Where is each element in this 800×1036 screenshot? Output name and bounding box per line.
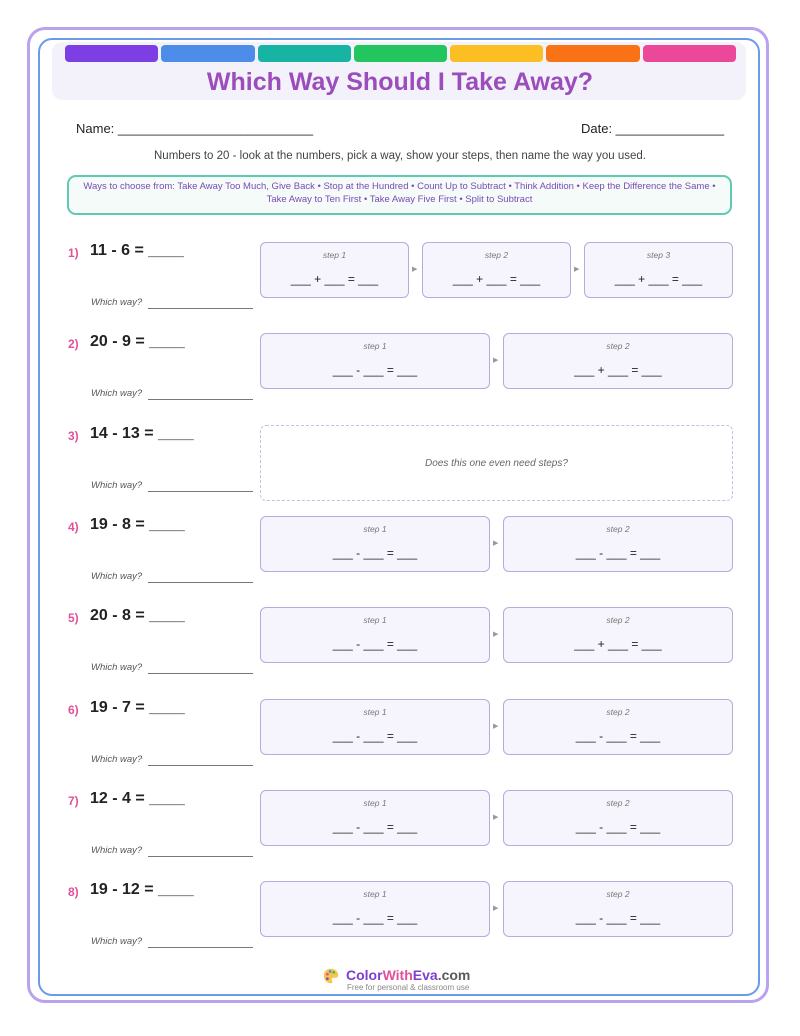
which-way-label: Which way? — [91, 754, 143, 765]
problem-expression: 19 - 8 = ____ — [90, 516, 185, 533]
step-box[interactable] — [503, 790, 733, 846]
which-way-answer-line[interactable] — [148, 947, 253, 948]
step-box[interactable] — [260, 881, 490, 937]
step-equation[interactable]: ___ - ___ = ___ — [332, 820, 418, 834]
which-way-label: Which way? — [91, 571, 143, 582]
problem-number: 8) — [68, 885, 79, 899]
brand-part-eva: Eva — [412, 967, 438, 983]
problem-row — [0, 333, 800, 403]
step-box[interactable] — [503, 881, 733, 937]
step-equation[interactable]: ___ - ___ = ___ — [575, 911, 661, 925]
step-box[interactable] — [584, 242, 733, 298]
step-label: step 2 — [606, 707, 630, 717]
arrow-right-icon: ▶ — [493, 540, 499, 547]
which-way-answer-line[interactable] — [148, 582, 253, 583]
problem-number: 7) — [68, 794, 79, 808]
step-label: step 2 — [606, 524, 630, 534]
step-equation[interactable]: ___ - ___ = ___ — [332, 546, 418, 560]
problem-row — [0, 425, 800, 495]
problem-expression: 11 - 6 = ____ — [90, 242, 184, 259]
step-box[interactable] — [260, 516, 490, 572]
step-label: step 2 — [606, 615, 630, 625]
rainbow-stripe — [65, 45, 736, 62]
step-label: step 2 — [606, 798, 630, 808]
step-equation[interactable]: ___ - ___ = ___ — [575, 729, 661, 743]
step-box[interactable] — [260, 607, 490, 663]
problem-row — [0, 516, 800, 586]
step-box[interactable] — [260, 699, 490, 755]
step-equation[interactable]: ___ - ___ = ___ — [332, 363, 418, 377]
which-way-answer-line[interactable] — [148, 308, 253, 309]
step-label: step 1 — [363, 798, 387, 808]
arrow-right-icon: ▶ — [493, 723, 499, 730]
brand-part-with: With — [382, 967, 413, 983]
step-label: step 1 — [322, 250, 347, 260]
problem-number: 1) — [68, 246, 79, 260]
step-equation[interactable]: ___ - ___ = ___ — [575, 820, 661, 834]
rainbow-segment — [643, 45, 736, 62]
step-box[interactable] — [422, 242, 571, 298]
brand-logo-text[interactable] — [346, 967, 470, 983]
problem-number: 2) — [68, 337, 79, 351]
which-way-label: Which way? — [91, 388, 143, 399]
rainbow-segment — [354, 45, 447, 62]
step-box[interactable] — [503, 699, 733, 755]
ways-to-choose-box: Ways to choose from: Take Away Too Much, Give Back • Stop at the Hundred • Count Up to Subtract • Think Addition • Keep the Difference the Same • Take Away to Ten First • Take Away Five First • Split to Subtract — [67, 175, 732, 215]
arrow-right-icon: ▶ — [493, 814, 499, 821]
problem-row — [0, 881, 800, 951]
problem-row — [0, 790, 800, 860]
step-label: step 2 — [484, 250, 509, 260]
rainbow-segment — [258, 45, 351, 62]
problem-expression: 12 - 4 = ____ — [90, 790, 185, 807]
rainbow-segment — [65, 45, 158, 62]
problem-expression: 14 - 13 = ____ — [90, 425, 194, 442]
step-box[interactable] — [260, 790, 490, 846]
footer-tagline: Free for personal & classroom use — [347, 983, 470, 992]
step-label: step 2 — [606, 341, 630, 351]
rainbow-segment — [546, 45, 639, 62]
step-label: step 1 — [363, 615, 387, 625]
which-way-answer-line[interactable] — [148, 765, 253, 766]
step-box[interactable] — [260, 333, 490, 389]
date-field[interactable]: Date: _______________ — [581, 121, 725, 136]
step-label: step 1 — [363, 341, 387, 351]
which-way-answer-line[interactable] — [148, 673, 253, 674]
rainbow-segment — [161, 45, 254, 62]
step-label: step 1 — [363, 707, 387, 717]
no-steps-box[interactable] — [260, 425, 733, 501]
page-title: Which Way Should I Take Away? — [206, 68, 594, 96]
problem-row — [0, 607, 800, 677]
no-steps-text: Does this one even need steps? — [425, 458, 568, 469]
instructions: Numbers to 20 - look at the numbers, pick a way, show your steps, then name the way you used. — [154, 150, 646, 162]
step-equation[interactable]: ___ + ___ = ___ — [452, 272, 541, 286]
brand-part-color: Color — [346, 967, 383, 983]
problem-expression: 20 - 9 = ____ — [90, 333, 185, 350]
step-equation[interactable]: ___ + ___ = ___ — [574, 637, 662, 651]
brand-part-com: .com — [437, 967, 471, 983]
problem-number: 3) — [68, 429, 79, 443]
name-field[interactable]: Name: ___________________________ — [76, 121, 314, 136]
arrow-right-icon: ▶ — [412, 266, 418, 273]
which-way-label: Which way? — [91, 845, 143, 856]
problem-expression: 19 - 12 = ____ — [90, 881, 194, 898]
step-label: step 1 — [363, 524, 387, 534]
step-equation[interactable]: ___ + ___ = ___ — [574, 363, 662, 377]
rainbow-segment — [450, 45, 543, 62]
problem-number: 4) — [68, 520, 79, 534]
which-way-label: Which way? — [91, 936, 143, 947]
palette-icon — [322, 967, 340, 985]
step-box[interactable] — [260, 242, 409, 298]
step-equation[interactable]: ___ - ___ = ___ — [332, 637, 418, 651]
arrow-right-icon: ▶ — [574, 266, 580, 273]
problem-row — [0, 242, 800, 312]
which-way-answer-line[interactable] — [148, 399, 253, 400]
step-box[interactable] — [503, 516, 733, 572]
which-way-label: Which way? — [91, 480, 143, 491]
problem-row — [0, 699, 800, 769]
step-box[interactable] — [503, 607, 733, 663]
which-way-label: Which way? — [91, 297, 143, 308]
which-way-label: Which way? — [91, 662, 143, 673]
problem-number: 6) — [68, 703, 79, 717]
problem-number: 5) — [68, 611, 79, 625]
step-label: step 3 — [646, 250, 671, 260]
step-label: step 2 — [606, 889, 630, 899]
arrow-right-icon: ▶ — [493, 631, 499, 638]
step-box[interactable] — [503, 333, 733, 389]
step-equation[interactable]: ___ - ___ = ___ — [332, 911, 418, 925]
problem-expression: 20 - 8 = ____ — [90, 607, 185, 624]
step-equation[interactable]: ___ + ___ = ___ — [290, 272, 379, 286]
step-label: step 1 — [363, 889, 387, 899]
problem-expression: 19 - 7 = ____ — [90, 699, 185, 716]
step-equation[interactable]: ___ - ___ = ___ — [332, 729, 418, 743]
which-way-answer-line[interactable] — [148, 856, 253, 857]
which-way-answer-line[interactable] — [148, 491, 253, 492]
step-equation[interactable]: ___ + ___ = ___ — [614, 272, 703, 286]
arrow-right-icon: ▶ — [493, 905, 499, 912]
step-equation[interactable]: ___ - ___ = ___ — [575, 546, 661, 560]
arrow-right-icon: ▶ — [493, 357, 499, 364]
